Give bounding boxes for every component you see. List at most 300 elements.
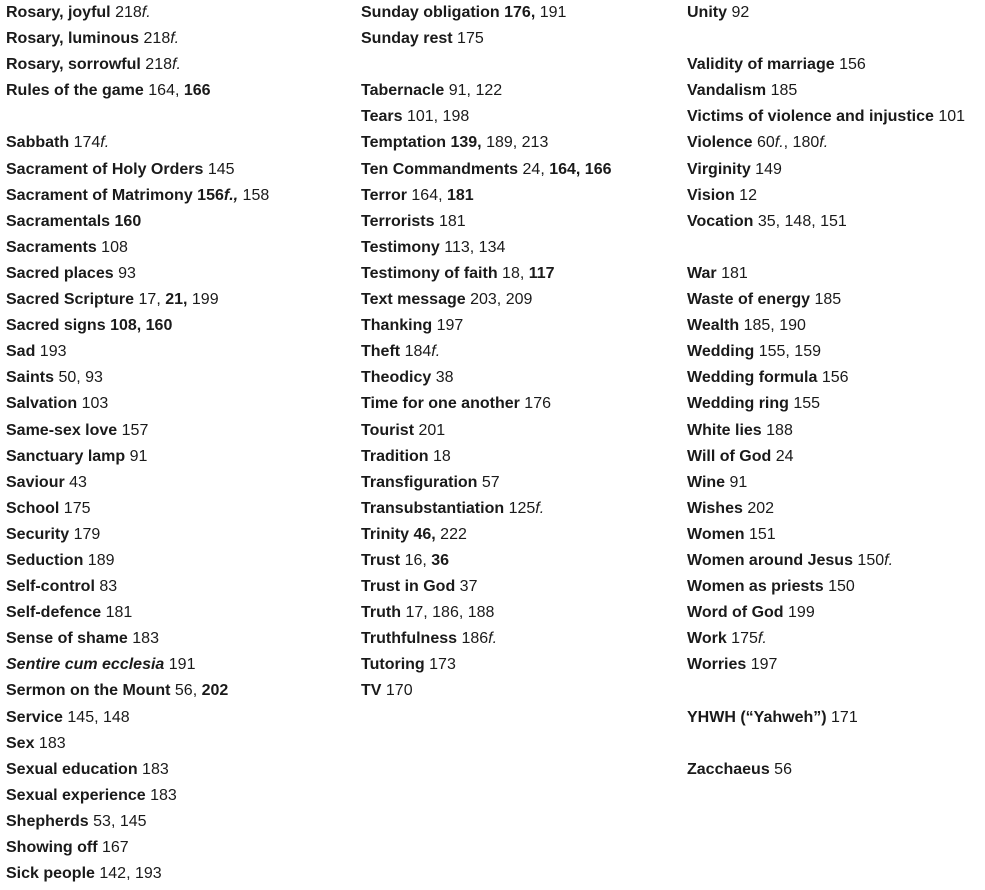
page-references	[102, 839, 129, 856]
page-references	[776, 448, 794, 465]
page-reference: 108	[101, 238, 128, 256]
page-reference: 202	[747, 499, 775, 517]
index-term: Wealth	[687, 317, 740, 335]
page-reference: 91	[729, 473, 748, 491]
index-entry	[687, 261, 985, 287]
index-entry	[6, 391, 351, 417]
page-references	[58, 369, 102, 386]
page-reference: 158	[238, 186, 270, 204]
page-reference: 199	[788, 604, 815, 622]
index-term: Wine	[687, 473, 726, 491]
index-term: Rosary, joyful	[6, 4, 111, 21]
page-references	[93, 813, 146, 830]
index-term: Rosary, luminous	[6, 30, 140, 48]
page-reference: 91	[129, 447, 148, 465]
index-term: Sabbath	[6, 134, 70, 152]
page-references	[938, 108, 965, 125]
page-reference: 156	[197, 186, 224, 204]
index-entry	[361, 209, 677, 235]
index-column-1	[6, 0, 351, 887]
index-entry	[687, 757, 985, 783]
page-references	[437, 317, 464, 334]
index-entry	[361, 626, 677, 652]
index-term: Wedding	[687, 343, 755, 361]
index-entry	[361, 0, 677, 26]
page-reference: 164, 166	[549, 160, 612, 178]
page-reference: 183	[38, 734, 66, 752]
page-reference: 117	[528, 264, 555, 282]
index-entry	[6, 626, 351, 652]
page-references	[839, 56, 866, 73]
page-references	[169, 656, 196, 673]
page-references	[405, 552, 449, 569]
page-references	[88, 552, 115, 569]
index-term: Sexual experience	[6, 786, 146, 804]
index-term: Transfiguration	[361, 473, 478, 491]
index-entry	[6, 209, 351, 235]
index-term: Worries	[687, 656, 747, 674]
page-reference: 164,	[148, 82, 184, 100]
index-term: Truth	[361, 604, 401, 622]
page-reference: 150	[828, 578, 855, 596]
page-reference: 91, 122	[448, 82, 503, 100]
index-entry	[361, 78, 677, 104]
page-reference: 145	[207, 160, 235, 178]
index-entry	[6, 600, 351, 626]
page-reference: 185	[814, 291, 842, 309]
page-reference: 12	[739, 186, 757, 204]
page-reference: 199	[187, 291, 219, 309]
index-term: Women as priests	[687, 578, 824, 596]
page-references	[405, 343, 441, 360]
index-entry	[361, 157, 677, 183]
index-entry	[6, 522, 351, 548]
index-entry	[361, 548, 677, 574]
page-reference: 53, 145	[93, 812, 147, 830]
page-reference: 171	[831, 708, 858, 726]
page-references	[74, 526, 101, 543]
index-term: Sermon on the Mount	[6, 682, 171, 700]
index-term: Trust	[361, 551, 401, 569]
page-references	[429, 656, 456, 673]
page-references	[744, 317, 806, 334]
index-entry	[687, 600, 985, 626]
index-term: Vandalism	[687, 82, 767, 100]
page-reference: 184	[404, 343, 432, 361]
index-entry	[361, 313, 677, 339]
page-references	[139, 291, 219, 308]
index-term: Sacramentals	[6, 212, 111, 230]
page-reference: 101, 198	[406, 108, 470, 126]
index-term: Sense of shame	[6, 630, 128, 648]
index-entry	[6, 418, 351, 444]
page-references	[509, 500, 545, 517]
page-reference: 189	[87, 551, 115, 569]
letter-group-gap	[6, 104, 351, 130]
page-references	[101, 239, 128, 256]
page-reference: 191	[535, 4, 567, 21]
page-references	[64, 500, 91, 517]
index-term: Testimony	[361, 238, 440, 256]
page-reference: 218	[145, 56, 172, 74]
page-references	[747, 500, 774, 517]
index-term: Text message	[361, 291, 466, 309]
index-term: Showing off	[6, 839, 98, 856]
page-reference: 43	[69, 473, 87, 491]
index-term: Tradition	[361, 447, 429, 465]
letter-group-gap	[687, 26, 985, 52]
index-term: Security	[6, 525, 70, 543]
page-references	[814, 291, 841, 308]
page-reference: 174	[73, 134, 101, 152]
index-entry	[6, 809, 351, 835]
page-references	[144, 30, 180, 47]
index-entry	[687, 209, 985, 235]
page-references	[150, 787, 177, 804]
index-entry	[6, 235, 351, 261]
page-reference: 24,	[522, 160, 550, 178]
index-entry	[361, 522, 677, 548]
page-reference: 38	[435, 369, 454, 387]
index-entry	[361, 418, 677, 444]
page-reference: f.	[100, 134, 110, 152]
page-reference: 83	[99, 578, 118, 596]
page-references	[74, 134, 110, 151]
page-references	[759, 343, 821, 360]
page-references	[449, 82, 502, 99]
index-entry	[361, 600, 677, 626]
index-term: Service	[6, 708, 63, 726]
page-reference: 151	[748, 525, 776, 543]
index-term: Word of God	[687, 604, 784, 622]
index-term: YHWH (“Yahweh”)	[687, 708, 827, 726]
index-entry	[687, 0, 985, 26]
letter-group-gap	[687, 235, 985, 261]
page-references	[145, 56, 181, 73]
index-entry	[361, 183, 677, 209]
index-entry	[6, 261, 351, 287]
index-term: Women around Jesus	[687, 551, 853, 569]
page-references	[831, 709, 858, 726]
page-references	[857, 552, 893, 569]
page-reference: 197	[750, 656, 778, 674]
index-entry	[687, 652, 985, 678]
index-entry	[6, 157, 351, 183]
page-references	[106, 604, 133, 621]
index-term: Seduction	[6, 551, 84, 569]
page-reference: 181	[438, 212, 466, 230]
index-term: Time for one another	[361, 395, 520, 413]
index-term: Sexual education	[6, 760, 138, 778]
index-entry	[6, 130, 351, 156]
page-reference: 35, 148, 151	[757, 212, 847, 230]
index-term: Sacrament of Matrimony	[6, 186, 193, 204]
index-term: Rosary, sorrowful	[6, 56, 141, 74]
index-entry	[6, 287, 351, 313]
page-reference: 218	[115, 4, 142, 21]
index-term: TV	[361, 682, 382, 700]
index-term: Testimony of faith	[361, 264, 498, 282]
index-term: Transubstantiation	[361, 499, 505, 517]
index-term: Virginity	[687, 160, 751, 178]
index-term: Wedding ring	[687, 395, 789, 413]
index-entry	[687, 287, 985, 313]
index-entry	[361, 496, 677, 522]
index-term: White lies	[687, 421, 762, 439]
index-term: Tourist	[361, 421, 415, 439]
page-references	[771, 82, 798, 99]
page-reference: 185, 190	[743, 317, 806, 335]
index-term: Sacred places	[6, 264, 114, 282]
page-references	[758, 213, 847, 230]
page-reference: 155, 159	[758, 343, 821, 361]
index-entry	[687, 522, 985, 548]
index-term: Victims of violence and injustice	[687, 108, 934, 126]
page-references	[413, 526, 466, 543]
page-references	[407, 108, 469, 125]
index-entry	[687, 705, 985, 731]
index-entry	[6, 26, 351, 52]
index-term: Work	[687, 630, 727, 648]
page-reference: 197	[436, 317, 464, 335]
index-term: Thanking	[361, 317, 433, 335]
page-reference: 21,	[165, 291, 188, 309]
index-term: War	[687, 264, 717, 282]
index-term: Sad	[6, 343, 36, 361]
page-references	[721, 265, 748, 282]
page-reference: 155	[793, 395, 821, 413]
page-reference: f.	[170, 30, 180, 48]
page-reference: 46,	[413, 525, 436, 543]
page-reference: 113, 134	[444, 238, 506, 256]
page-references	[757, 134, 828, 151]
page-reference: 36	[431, 551, 450, 569]
page-reference: f.	[141, 4, 151, 21]
index-entry	[6, 652, 351, 678]
page-references	[436, 369, 454, 386]
page-reference: 183	[150, 786, 177, 804]
page-reference: 167	[101, 839, 129, 856]
index-term: Wedding formula	[687, 369, 818, 387]
page-reference: 125	[508, 499, 536, 517]
page-references	[208, 161, 235, 178]
page-references	[99, 578, 117, 595]
index-entry	[687, 183, 985, 209]
page-reference: 108, 160	[110, 317, 173, 335]
index-entry	[687, 130, 985, 156]
page-reference: 183	[132, 630, 159, 648]
page-reference: 50, 93	[58, 369, 103, 387]
index-entry	[687, 157, 985, 183]
index-term: Shepherds	[6, 812, 89, 830]
page-references	[411, 187, 473, 204]
page-reference: 156	[839, 56, 866, 74]
page-references	[148, 82, 210, 99]
page-references	[122, 422, 149, 439]
page-reference: 17, 186, 188	[405, 604, 495, 622]
index-term: Truthfulness	[361, 630, 458, 648]
page-reference: f.	[488, 630, 498, 648]
index-entry	[361, 365, 677, 391]
page-reference: 186	[461, 630, 489, 648]
page-reference: 103	[81, 395, 109, 413]
page-reference: 149	[755, 160, 782, 178]
index-entry	[6, 52, 351, 78]
index-entry	[361, 574, 677, 600]
index-entry	[361, 339, 677, 365]
page-references	[175, 682, 228, 699]
page-reference: 175	[63, 499, 91, 517]
index-term: Unity	[687, 4, 727, 21]
page-reference: f.	[535, 499, 545, 517]
index-term: Sanctuary lamp	[6, 447, 126, 465]
page-references	[774, 761, 792, 778]
page-reference: 24	[775, 447, 794, 465]
page-references	[523, 161, 612, 178]
page-references	[110, 317, 172, 334]
page-reference: 101	[938, 108, 966, 126]
letter-group-gap	[687, 731, 985, 757]
index-entry	[361, 235, 677, 261]
index-term: Saviour	[6, 473, 65, 491]
page-reference: 37	[459, 578, 478, 596]
page-references	[439, 213, 466, 230]
index-entry	[6, 861, 351, 887]
index-entry	[361, 444, 677, 470]
page-reference: 176,	[504, 4, 536, 21]
page-references	[461, 630, 497, 647]
page-references	[115, 213, 142, 230]
index-entry	[361, 652, 677, 678]
index-entry	[687, 496, 985, 522]
index-column-3	[687, 0, 985, 783]
index-term: Sacrament of Holy Orders	[6, 160, 204, 178]
page-references	[731, 630, 767, 647]
page-reference: 181	[721, 264, 748, 282]
page-reference: 202	[201, 682, 229, 700]
page-reference: f.	[819, 134, 829, 152]
page-reference: 193	[39, 343, 67, 361]
page-references	[457, 30, 484, 47]
index-term: Violence	[687, 134, 753, 152]
index-entry	[687, 444, 985, 470]
page-references	[788, 604, 815, 621]
index-term: Sacred signs	[6, 317, 106, 335]
page-reference: 175	[731, 630, 758, 648]
page-references	[766, 422, 793, 439]
index-entry	[361, 470, 677, 496]
index-term: Terrorists	[361, 212, 435, 230]
page-references	[82, 395, 109, 412]
page-reference: 157	[121, 421, 149, 439]
page-reference: 183	[142, 760, 169, 778]
page-reference: 16,	[404, 551, 432, 569]
page-reference: 160	[114, 212, 142, 230]
page-references	[751, 656, 778, 673]
index-term: Tabernacle	[361, 82, 445, 100]
page-reference: 179	[73, 525, 101, 543]
page-references	[40, 343, 67, 360]
index-term: Saints	[6, 369, 55, 387]
index-entry	[6, 313, 351, 339]
page-reference: 170	[385, 682, 413, 700]
page-references	[755, 161, 782, 178]
page-references	[115, 4, 151, 21]
page-reference: 203, 209	[470, 291, 533, 309]
index-term: Tutoring	[361, 656, 425, 674]
page-reference: 93	[118, 264, 136, 282]
page-references	[130, 448, 148, 465]
page-reference: 150	[857, 551, 885, 569]
page-reference: 18	[433, 447, 451, 465]
page-reference: 60	[756, 134, 775, 152]
index-entry	[687, 104, 985, 130]
page-references	[502, 265, 555, 282]
page-references	[470, 291, 532, 308]
page-reference: 17,	[138, 291, 166, 309]
page-references	[118, 265, 136, 282]
index-entry	[6, 183, 351, 209]
index-entry	[687, 339, 985, 365]
index-term: Vocation	[687, 212, 754, 230]
index-entry	[361, 261, 677, 287]
page-reference: 222	[435, 525, 467, 543]
page-references	[386, 682, 413, 699]
page-references	[132, 630, 159, 647]
index-entry	[6, 470, 351, 496]
index-term: Trinity	[361, 525, 410, 543]
index-term: Validity of marriage	[687, 56, 835, 74]
page-references	[69, 474, 87, 491]
index-entry	[687, 470, 985, 496]
page-references	[39, 735, 66, 752]
index-entry	[687, 391, 985, 417]
page-references	[67, 709, 129, 726]
index-entry	[6, 731, 351, 757]
index-entry	[6, 496, 351, 522]
page-reference: 188	[766, 421, 793, 439]
page-reference: f.,	[223, 186, 239, 204]
index-entry	[361, 26, 677, 52]
page-reference: 181	[446, 186, 474, 204]
index-term: Will of God	[687, 447, 772, 465]
index-term: Trust in God	[361, 578, 456, 596]
index-term: Vision	[687, 186, 735, 204]
page-references	[460, 578, 478, 595]
index-entry	[6, 444, 351, 470]
index-entry	[361, 104, 677, 130]
page-references	[739, 187, 757, 204]
index-term: Self-defence	[6, 604, 102, 622]
page-references	[482, 474, 500, 491]
index-term: Terror	[361, 186, 407, 204]
page-reference: 156	[821, 369, 849, 387]
page-references	[142, 761, 169, 778]
page-reference: 175	[457, 30, 484, 48]
index-entry	[687, 574, 985, 600]
page-reference: f.	[757, 630, 767, 648]
page-reference: 92	[731, 4, 750, 21]
index-term: Rules of the game	[6, 82, 144, 100]
index-term: Women	[687, 525, 745, 543]
page-reference: 173	[429, 656, 456, 674]
index-term: Waste of energy	[687, 291, 810, 309]
page-references	[99, 865, 161, 882]
index-term: Theft	[361, 343, 401, 361]
page-references	[433, 448, 451, 465]
page-references	[828, 578, 855, 595]
letter-group-gap	[687, 678, 985, 704]
